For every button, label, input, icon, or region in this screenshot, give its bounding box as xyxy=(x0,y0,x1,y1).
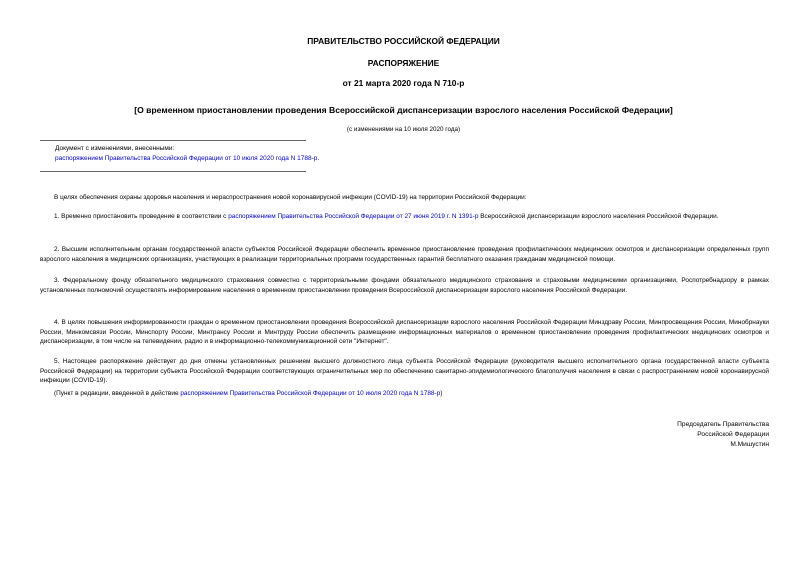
document-title: [О временном приостановлении проведения Всероссийской диспансеризации взрослого населения Российской Федерации] xyxy=(134,105,673,115)
amendment-link-1788-inline[interactable]: распоряжением Правительства Российской Федерации от 10 июля 2020 года N 1788-р xyxy=(180,390,441,397)
paragraph-1-text-start: 1. Временно приостановить проведение в соответствии с xyxy=(54,213,229,220)
amendments-note-tail: . xyxy=(317,154,320,162)
paragraph-1 xyxy=(40,212,769,222)
note-bottom-divider xyxy=(40,171,306,172)
amendment-link-1788[interactable]: распоряжением Правительства Российской Федерации от 10 июля 2020 года N 1788-р xyxy=(55,154,318,162)
paragraph-5 xyxy=(40,357,769,386)
document-revision-note: (с изменениями на 10 июля 2020 года) xyxy=(346,126,461,133)
signature-organization: Российской Федерации xyxy=(697,431,769,438)
paragraph-1-text-end: Всероссийской диспансеризации взрослого населения Российской Федерации. xyxy=(478,213,719,220)
paragraph-6-text-end: ) xyxy=(440,390,443,397)
amendments-note xyxy=(55,144,319,163)
document-type-heading: РАСПОРЯЖЕНИЕ xyxy=(367,58,440,68)
amendments-note-label: Документ с изменениями, внесенными: xyxy=(55,145,175,152)
paragraph-3-text: 3. Федеральному фонду обязательного медицинского страхования совместно с территориальными фондами обязательного медицинского страхования и страховыми медицинскими организациями, Роспотребнадзору в рамках установленных полномочий осуществлять информирование населения о временном приостановлении проведения Всероссийской диспансеризации взрослого населения Российской Федерации. xyxy=(40,277,769,294)
paragraph-2-text: 2. Высшим исполнительным органам государственной власти субъектов Российской Федерации обеспечить временное приостановление проведения профилактических медицинских осмотров и диспансеризации определенных групп взрослого населения в медицинских организациях, участвующих в реализации территориальных программ государственных гарантий бесплатного оказания гражданам медицинской помощи. xyxy=(40,246,769,263)
order-link-1391[interactable]: распоряжением Правительства Российской Федерации от 27 июня 2019 г. N 1391-р xyxy=(228,213,479,220)
paragraph-2 xyxy=(40,245,769,264)
government-heading: ПРАВИТЕЛЬСТВО РОССИЙСКОЙ ФЕДЕРАЦИИ xyxy=(307,36,500,46)
signature-block xyxy=(677,420,769,450)
paragraph-5-amendment-note xyxy=(40,389,769,399)
paragraph-4 xyxy=(40,318,769,347)
signature-position: Председатель Правительства xyxy=(677,421,769,428)
paragraph-5-text: 5. Настоящее распоряжение действует до дня отмены установленных решением высшего должностного лица субъекта Российской Федерации (руководителя высшего исполнительного органа государственной власти субъекта Российской Федерации) на территории субъекта Российской Федерации соответствующих ограничительных мер по обеспечению санитарно-эпидемиологического благополучия населения в связи с распространением новой коронавирусной инфекции (COVID-19). xyxy=(40,358,769,384)
note-top-divider xyxy=(40,140,306,141)
paragraph-3 xyxy=(40,276,769,295)
amendments-note-link-line xyxy=(55,154,319,164)
intro-paragraph-text: В целях обеспечения охраны здоровья населения и нераспространения новой коронавирусной инфекции (COVID-19) на территории Российской Федерации: xyxy=(54,194,527,201)
paragraph-4-text: 4. В целях повышения информированности граждан о временном приостановлении проведения Всероссийской диспансеризации взрослого населения Российской Федерации Минздраву России, Минпросвещения России, Минобрнауки России, Минкомсвязи России, Минспорту России, Минтрансу России и Минтруду России обеспечить размещение информационных материалов о временном приостановлении проведения профилактических медицинских осмотров и диспансеризации, в том числе на телевидении, радио и в информационно-телекоммуникационной сети "Интернет". xyxy=(40,319,769,345)
signature-name: М.Мишустин xyxy=(730,441,769,448)
paragraph-6-text-start: (Пункт в редакции, введенной в действие xyxy=(54,390,181,397)
document-date-heading: от 21 марта 2020 года N 710-р xyxy=(342,78,465,88)
intro-paragraph xyxy=(40,193,769,203)
